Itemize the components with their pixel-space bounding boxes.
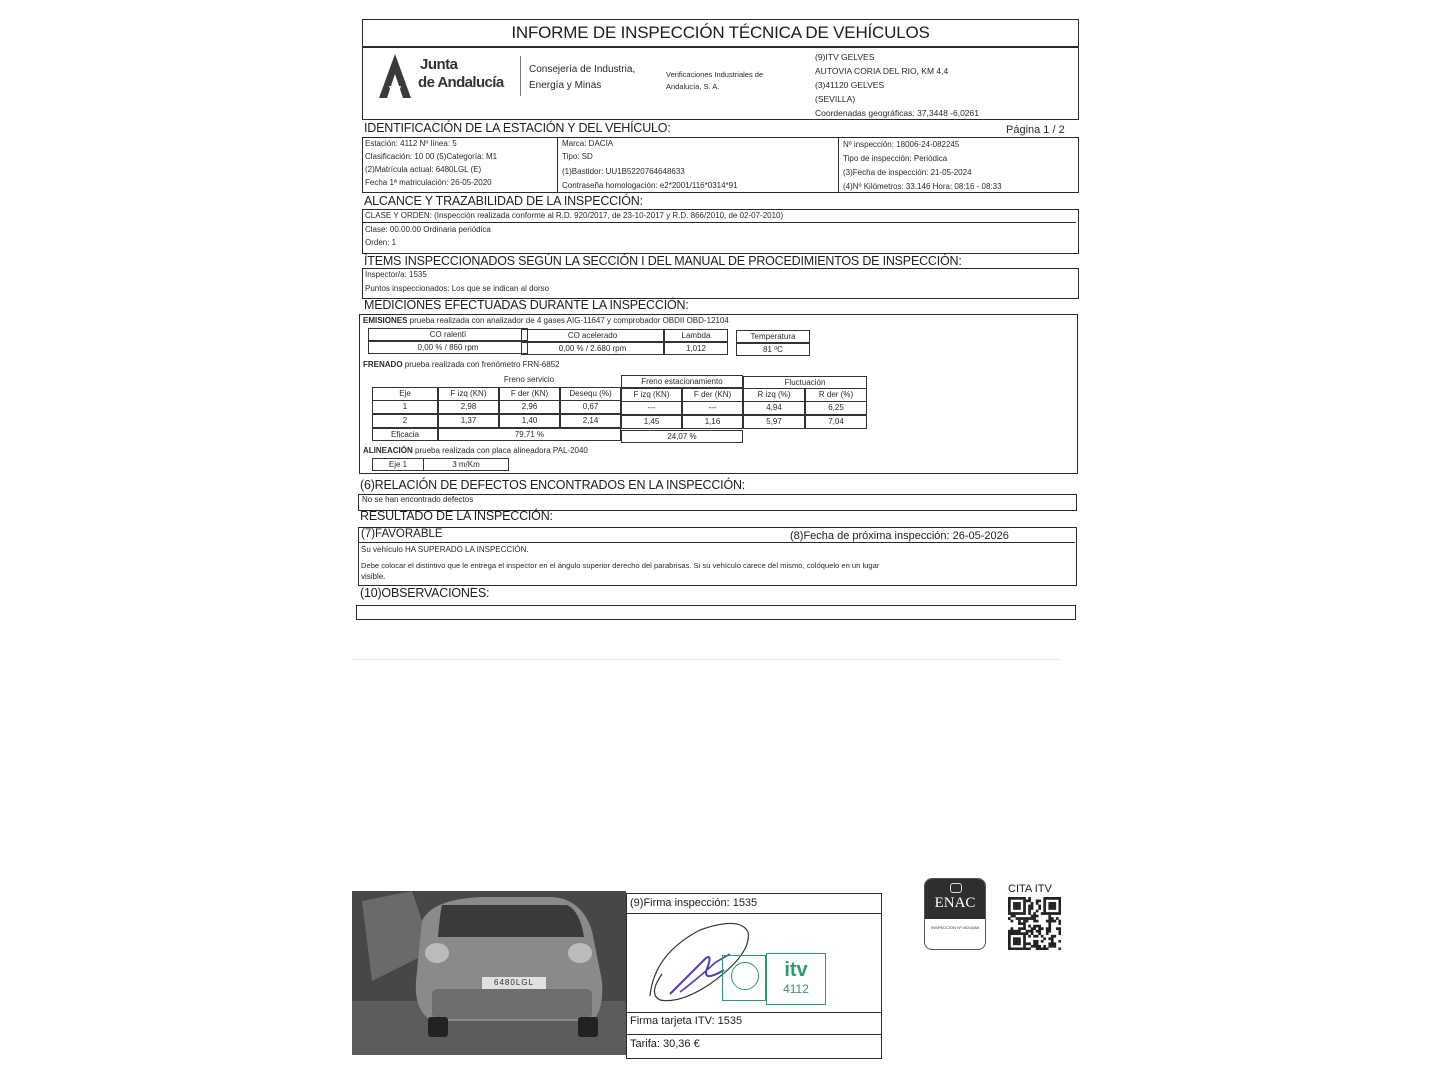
frenado-header: Eje (372, 387, 438, 401)
defectos-heading: (6)RELACIÓN DE DEFECTOS ENCONTRADOS EN LA INSPECCIÓN: (360, 478, 746, 492)
page-number: Página 1 / 2 (1006, 124, 1065, 136)
frenado-cell: --- (621, 401, 682, 415)
identificacion-heading: IDENTIFICACIÓN DE LA ESTACIÓN Y DEL VEHÍCULO: (364, 121, 671, 135)
alineacion-description: prueba realizada con placa alineadora PAL-2040 (412, 446, 588, 455)
freno-estacionamiento-header: Freno estacionamiento (621, 375, 743, 388)
ident-field: Estación: 4112 Nº línea: 5 (365, 139, 457, 148)
itv-stamp (766, 953, 826, 1005)
frenado-cell: 2,96 (499, 400, 560, 414)
vehicle-plate: 6480LGL (494, 978, 534, 987)
eficacia-estacionamiento: 24,07 % (621, 430, 743, 443)
emisiones-value: 0,00 % / 2.680 rpm (521, 342, 664, 355)
verificaciones-line1: Verificaciones Industriales de (666, 70, 764, 79)
ident-field: Marca: DACIA (562, 139, 614, 148)
items-heading: ÍTEMS INSPECCIONADOS SEGÚN LA SECCIÓN I DEL MANUAL DE PROCEDIMIENTOS DE INSPECCIÓN: (364, 254, 962, 268)
enac-badge (924, 878, 986, 950)
logo-text-line2: de Andalucía (418, 74, 504, 91)
vehicle-photo (352, 891, 626, 1055)
ident-field: Tipo: SD (562, 152, 593, 161)
frenado-cell: 1,16 (682, 415, 743, 429)
station-line: (SEVILLA) (815, 94, 856, 104)
emisiones-header: Lambda (664, 329, 728, 342)
puntos-text: Puntos inspeccionados: Los que se indican al dorso (365, 284, 550, 293)
resultado-heading: RESULTADO DE LA INSPECCIÓN: (360, 509, 553, 523)
frenado-cell: 1,40 (499, 414, 560, 428)
frenado-cell: --- (682, 401, 743, 415)
orden-text: Orden: 1 (365, 238, 397, 247)
enac-sub: INSPECCIÓN Nº 4/D/1088 (931, 925, 979, 930)
car-rear-icon (352, 891, 626, 1055)
itv-stamp-icon (722, 955, 766, 1001)
enac-crown-icon (950, 883, 962, 893)
emisiones-label: EMISIONES (363, 316, 408, 325)
emisiones-header: CO acelerado (521, 329, 664, 342)
observaciones-heading: (10)OBSERVACIONES: (360, 586, 490, 600)
freno-servicio-header: Freno servicio (503, 375, 555, 384)
alineacion-valor: 3 m/Km (423, 458, 509, 471)
consejeria-line1: Consejería de Industria, (529, 64, 636, 75)
logo-text-line1: Junta (420, 56, 458, 73)
frenado-cell: 5,97 (743, 415, 805, 429)
station-line: (3)41120 GELVES (815, 80, 885, 90)
frenado-header: R der (%) (805, 388, 867, 402)
ident-field: Clasificación: 10 00 (5)Categoría: M1 (365, 152, 498, 161)
alineacion-line (363, 446, 588, 455)
page-separator (352, 659, 1060, 660)
firma-inspeccion: (9)Firma inspección: 1535 (630, 897, 758, 909)
firma-divider (627, 1012, 881, 1013)
emisiones-description: prueba realizada con analizador de 4 gases AIG-11647 y comprobador OBDII OBD-12104 (407, 316, 729, 325)
frenado-label: FRENADO (363, 360, 403, 369)
firma-divider (627, 1034, 881, 1035)
junta-andalucia-logo-icon (375, 52, 415, 100)
frenado-cell: 1,45 (621, 415, 682, 429)
frenado-description: prueba realizada con frenómetro FRN-6852 (402, 360, 560, 369)
ident-field: (3)Fecha de inspección: 21-05-2024 (843, 168, 972, 177)
ident-field: (2)Matrícula actual: 6480LGL (E) (365, 165, 482, 174)
observaciones-box (356, 605, 1076, 620)
report-title: INFORME DE INSPECCIÓN TÉCNICA DE VEHÍCULOS (511, 23, 930, 42)
frenado-header: F izq (KN) (621, 388, 682, 402)
resultado-divider (359, 542, 1075, 543)
frenado-header: Desequ (%) (560, 387, 621, 401)
header-divider (363, 46, 1078, 48)
resultado-verdict: (7)FAVORABLE (361, 528, 443, 540)
emisiones-value: 0,00 % / 860 rpm (368, 341, 528, 354)
cita-itv-label: CITA ITV (1008, 883, 1052, 895)
itv-stamp-text: itv (784, 959, 808, 981)
station-coordinates: Coordenadas geográficas: 37,3448 -6,0261 (815, 108, 979, 118)
frenado-header: F der (KN) (499, 387, 560, 401)
firma-tarjeta: Firma tarjeta ITV: 1535 (630, 1015, 743, 1027)
frenado-cell: 7,04 (805, 415, 867, 429)
alcance-heading: ALCANCE Y TRAZABILIDAD DE LA INSPECCIÓN: (364, 194, 643, 208)
frenado-cell: 6,25 (805, 401, 867, 415)
frenado-line (363, 360, 560, 369)
tarifa: Tarifa: 30,36 € (630, 1038, 700, 1050)
identificacion-col-divider (838, 138, 839, 192)
qr-code-icon (1008, 897, 1061, 950)
logo-separator (520, 56, 521, 96)
defectos-text: No se han encontrado defectos (362, 495, 474, 504)
resultado-line: Su vehículo HA SUPERADO LA INSPECCIÓN. (361, 545, 529, 554)
inspector-text: Inspector/a: 1535 (365, 270, 427, 279)
alcance-divider (363, 222, 1076, 223)
consejeria-line2: Energía y Minas (529, 80, 602, 91)
frenado-cell: 2,14 (560, 414, 621, 428)
resultado-line: Debe colocar el distintivo que le entrega el inspector en el ángulo superior derecho del parabrisas. Si su vehículo carece del mismo, colóquelo en un lugar (361, 561, 880, 570)
station-line: AUTOVIA CORIA DEL RIO, KM 4,4 (815, 66, 949, 76)
mediciones-heading: MEDICIONES EFECTUADAS DURANTE LA INSPECCIÓN: (364, 298, 689, 312)
ident-field: Tipo de inspección: Periódica (843, 154, 948, 163)
alineacion-label: ALINEACIÓN (363, 446, 413, 455)
frenado-cell: 4,94 (743, 401, 805, 415)
proxima-inspeccion: (8)Fecha de próxima inspección: 26-05-2026 (790, 530, 1009, 542)
ident-field: Fecha 1ª matriculación: 26-05-2020 (365, 178, 492, 187)
verificaciones-line2: Andalucía, S. A. (666, 82, 720, 91)
enac-label: ENAC (934, 895, 976, 911)
frenado-cell: 1,37 (438, 414, 499, 428)
emisiones-value: 1,012 (664, 342, 728, 355)
emisiones-value: 81 ºC (736, 343, 810, 356)
emisiones-header: CO ralentí (368, 328, 528, 341)
resultado-line: visible. (361, 572, 386, 581)
emisiones-line (363, 316, 729, 325)
ident-field: (4)Nº Kilómetros: 33.146 Hora: 08:16 - 08:33 (843, 182, 1002, 191)
ident-field: (1)Bastidor: UU1B5220764648633 (562, 167, 685, 176)
station-line: (9)ITV GELVES (815, 52, 875, 62)
fluctuacion-header: Fluctuación (743, 376, 867, 389)
alineacion-eje: Eje 1 (372, 458, 424, 471)
frenado-cell: 0,67 (560, 400, 621, 414)
ident-field: Contraseña homologación: e2*2001/116*0314*91 (562, 181, 738, 190)
ident-field: Nº inspección: 18006-24-082245 (843, 140, 960, 149)
emisiones-header: Temperatura (736, 330, 810, 343)
clase-text: Clase: 00.00.00 Ordinaria periódica (365, 225, 491, 234)
frenado-cell: 2 (372, 414, 438, 428)
frenado-header: F der (KN) (682, 388, 743, 402)
eficacia-servicio: 79,71 % (438, 428, 621, 441)
identificacion-col-divider (557, 138, 558, 192)
clase-orden-text: CLASE Y ORDEN: (Inspección realizada conforme al R.D. 920/2017, de 23-10-2017 y R.D. 866/2010, de 02-07-2010) (365, 211, 784, 220)
frenado-header: F izq (KN) (438, 387, 499, 401)
frenado-header: R izq (%) (743, 388, 805, 402)
frenado-cell: 1 (372, 400, 438, 414)
frenado-cell: 2,98 (438, 400, 499, 414)
eficacia-label: Eficacia (372, 428, 438, 441)
itv-stamp-number: 4112 (783, 982, 809, 996)
